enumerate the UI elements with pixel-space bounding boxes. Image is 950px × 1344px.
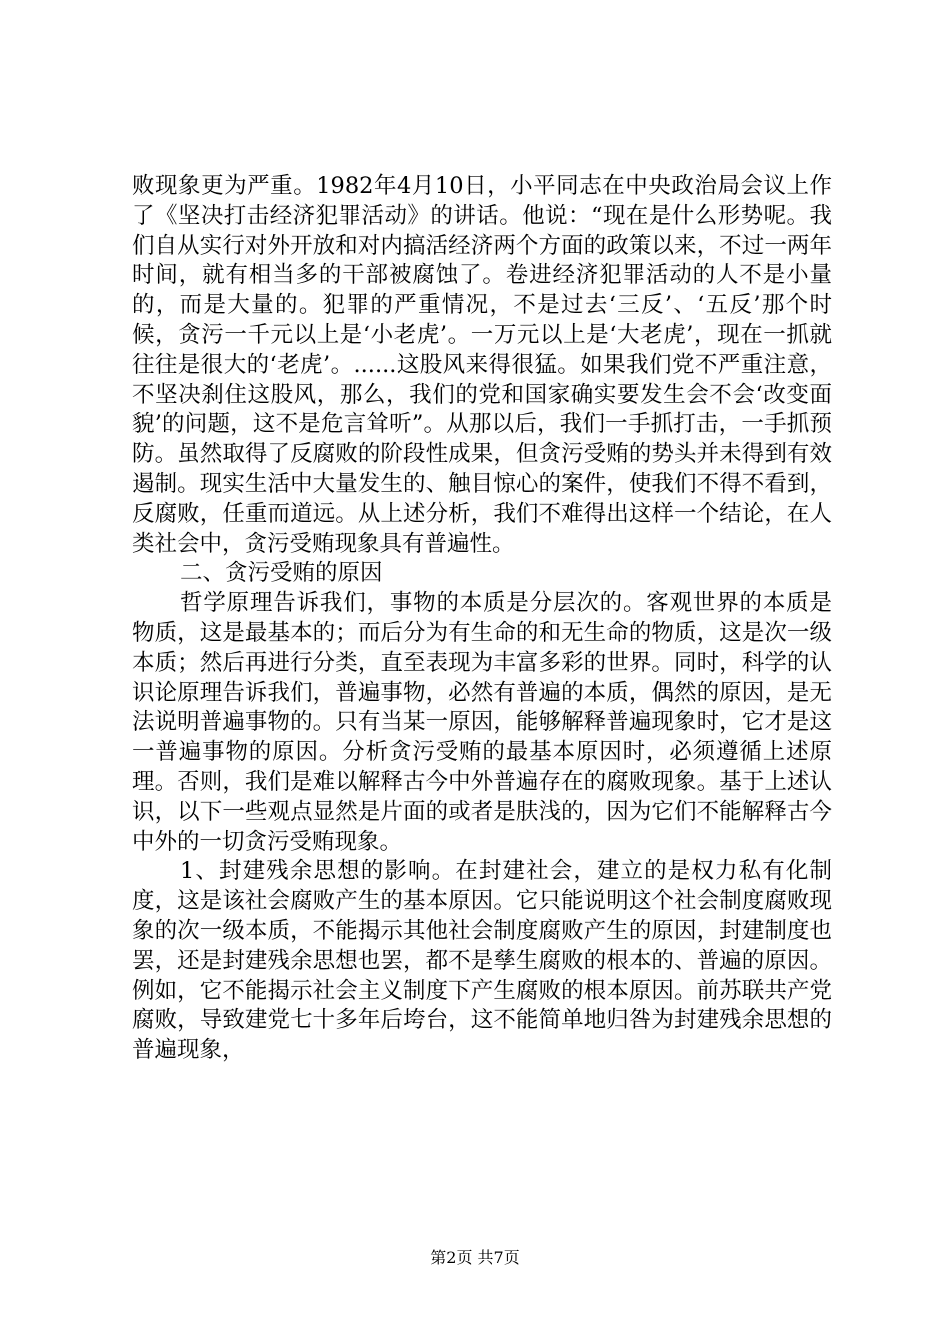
page-footer: [0, 1245, 950, 1268]
document-body: [132, 172, 832, 1066]
page-number: 第2页 共7页: [430, 1248, 520, 1267]
paragraph-philosophy: 哲学原理告诉我们，事物的本质是分层次的。客观世界的本质是物质，这是最基本的；而后分为有生命的和无生命的物质，这是次一级本质；然后再进行分类，直至表现为丰富多彩的世界。同时，科学的认识论原理告诉我们，普遍事物，必然有普遍的本质，偶然的原因，是无法说明普遍事物的。只有当某一原因，能够解释普遍现象时，它才是这一普遍事物的原因。分析贪污受贿的最基本原因时，必须遵循上述原理。否则，我们是难以解释古今中外普遍存在的腐败现象。基于上述认识，以下一些观点显然是片面的或者是肤浅的，因为它们不能解释古今中外的一切贪污受贿现象。: [132, 590, 832, 855]
section-heading: 二、贪污受贿的原因: [180, 560, 383, 587]
paragraph-continuation: 败现象更为严重。1982年4月10日，小平同志在中央政治局会议上作了《坚决打击经济犯罪活动》的讲话。他说：“现在是什么形势呢。我们自从实行对外开放和对内搞活经济两个方面的政策以来，不过一两年时间，就有相当多的干部被腐蚀了。卷进经济犯罪活动的人不是小量的，而是大量的。犯罪的严重情况，不是过去‘三反’、‘五反’那个时候，贪污一千元以上是‘小老虎’。一万元以上是‘大老虎’，现在一抓就往往是很大的‘老虎’。......这股风来得很猛。如果我们党不严重注意，不坚决刹住这股风，那么，我们的党和国家确实要发生会不会‘改变面貌’的问题，这不是危言耸听”。从那以后，我们一手抓打击，一手抓预防。虽然取得了反腐败的阶段性成果，但贪污受贿的势头并未得到有效遏制。现实生活中大量发生的、触目惊心的案件，使我们不得不看到，反腐败，任重而道远。从上述分析，我们不难得出这样一个结论，在人类社会中，贪污受贿现象具有普遍性。: [132, 173, 832, 557]
paragraph-point-one: 1、封建残余思想的影响。在封建社会，建立的是权力私有化制度，这是该社会腐败产生的基本原因。它只能说明这个社会制度腐败现象的次一级本质，不能揭示其他社会制度腐败产生的原因，封建制度也罢，还是封建残余思想也罢，都不是孳生腐败的根本的、普遍的原因。例如，它不能揭示社会主义制度下产生腐败的根本原因。前苏联共产党腐败，导致建党七十多年后垮台，这不能简单地归咎为封建残余思想的普遍现象，: [132, 858, 832, 1064]
